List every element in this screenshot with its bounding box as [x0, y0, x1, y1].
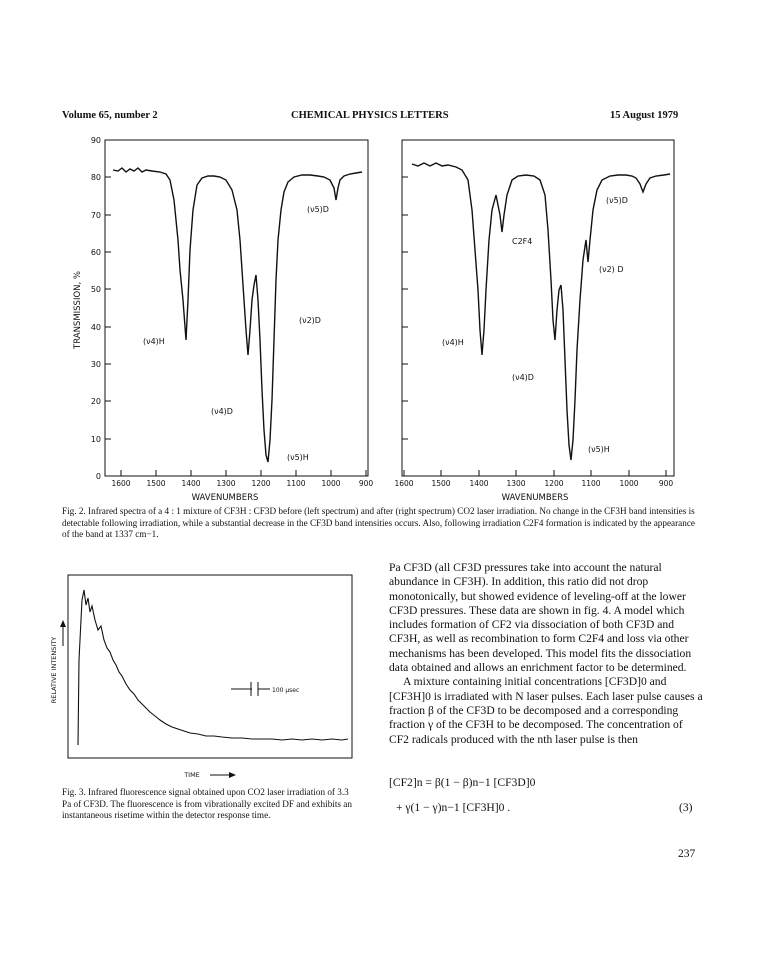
y-tick: 60	[90, 248, 101, 257]
label-v4h-left: (ν4)H	[143, 337, 165, 346]
y-tick: 40	[90, 323, 101, 332]
y-tick: 80	[90, 173, 101, 182]
fig2-left-x-axis-label: WAVENUMBERS	[191, 493, 259, 503]
x-tick: 1200	[251, 479, 271, 488]
x-tick: 1500	[146, 479, 166, 488]
body-paragraph-2: A mixture containing initial concentrations [CF3D]0 and [CF3H]0 is irradiated with N laser pulses. Each laser pulse causes a fraction β of the CF3D to be decomposed and a corresponding fraction γ of the CF3H to be decomposed. The concentration of CF2 radicals produced with the nth laser pulse is then	[389, 675, 703, 746]
header-volume: Volume 65, number 2	[62, 110, 158, 121]
x-tick: 1400	[469, 479, 489, 488]
label-v5h-left: (ν5)H	[287, 453, 309, 462]
fig2-right-x-axis-label: WAVENUMBERS	[501, 493, 569, 503]
label-v2d-right: (ν2) D	[599, 265, 624, 274]
fig3-y-axis-label: RELATIVE INTENSITY	[50, 636, 58, 704]
fig2-caption: Fig. 2. Infrared spectra of a 4 : 1 mixture of CF3H : CF3D before (left spectrum) and after (right spectrum) CO2 laser irradiation. No change in the CF3H band intensities is detectable following irradiation, while a substantial decrease in the CF3D band intensities occurs. Also, following irradiation C2F4 formation is indicated by the appearance of the band at 1337 cm−1.	[62, 506, 696, 540]
x-tick: 1100	[286, 479, 306, 488]
equation-line-1: [CF2]n = β(1 − β)n−1 [CF3D]0	[389, 776, 536, 789]
y-tick: 50	[90, 285, 101, 294]
x-tick: 1600	[111, 479, 131, 488]
equation-number: (3)	[679, 801, 693, 814]
header-journal: CHEMICAL PHYSICS LETTERS	[291, 110, 449, 121]
fig3-frame	[68, 575, 352, 758]
label-v5d-right: (ν5)D	[606, 196, 628, 205]
body-paragraph-1: Pa CF3D (all CF3D pressures take into account the natural abundance in CF3H). In addition, this ratio did not drop monotonically, but showed evidence of leveling-off at the lower CF3D pressures. These data are shown in fig. 4. A model which includes formation of CF2 via dissociation of both CF3D and CF3H, as well as recombination to form C2F4 and loss via other mechanisms has been developed. This model fits the dissociation data obtained and allows an enrichment factor to be determined.	[389, 561, 692, 675]
label-v4d-right: (ν4)D	[512, 373, 534, 382]
fig3-decay-trace	[78, 590, 348, 745]
x-tick: 1300	[506, 479, 526, 488]
label-v5h-right: (ν5)H	[588, 445, 610, 454]
x-tick: 1500	[431, 479, 451, 488]
equation-line-2: + γ(1 − γ)n−1 [CF3H]0 .	[396, 801, 511, 814]
x-tick: 1000	[321, 479, 341, 488]
x-tick: 900	[658, 479, 674, 488]
x-tick: 1000	[619, 479, 639, 488]
fig3-scale-label: 100 μsec	[272, 687, 300, 694]
body-text	[389, 561, 705, 747]
fig3-y-arrow-head	[60, 620, 66, 627]
x-tick: 1400	[181, 479, 201, 488]
y-tick: 30	[90, 360, 101, 369]
label-v5d-left: (ν5)D	[307, 205, 329, 214]
label-v4d-left: (ν4)D	[211, 407, 233, 416]
page-number: 237	[678, 848, 696, 860]
y-tick: 20	[90, 397, 101, 406]
fig3-x-axis-label: TIME	[184, 771, 200, 779]
fig2-y-axis-label: TRANSMISSION, %	[73, 271, 83, 349]
x-tick: 1200	[544, 479, 564, 488]
y-tick: 0	[95, 472, 101, 481]
x-tick: 1300	[216, 479, 236, 488]
label-v4h-right: (ν4)H	[442, 338, 464, 347]
y-tick: 90	[90, 136, 101, 145]
x-tick: 1600	[394, 479, 414, 488]
header-date: 15 August 1979	[610, 110, 679, 121]
x-tick: 900	[358, 479, 374, 488]
label-v2d-left: (ν2)D	[299, 316, 321, 325]
fig3-caption: Fig. 3. Infrared fluorescence signal obtained upon CO2 laser irradiation of 3.3 Pa of CF3D. The fluorescence is from vibrationally excited DF and exhibits an instantaneous risetime within the detector response time.	[62, 787, 352, 821]
y-tick: 10	[90, 435, 101, 444]
x-tick: 1100	[581, 479, 601, 488]
fig3-x-arrow-head	[229, 772, 236, 778]
label-c2f4-right: C2F4	[512, 237, 533, 246]
y-tick: 70	[90, 211, 101, 220]
